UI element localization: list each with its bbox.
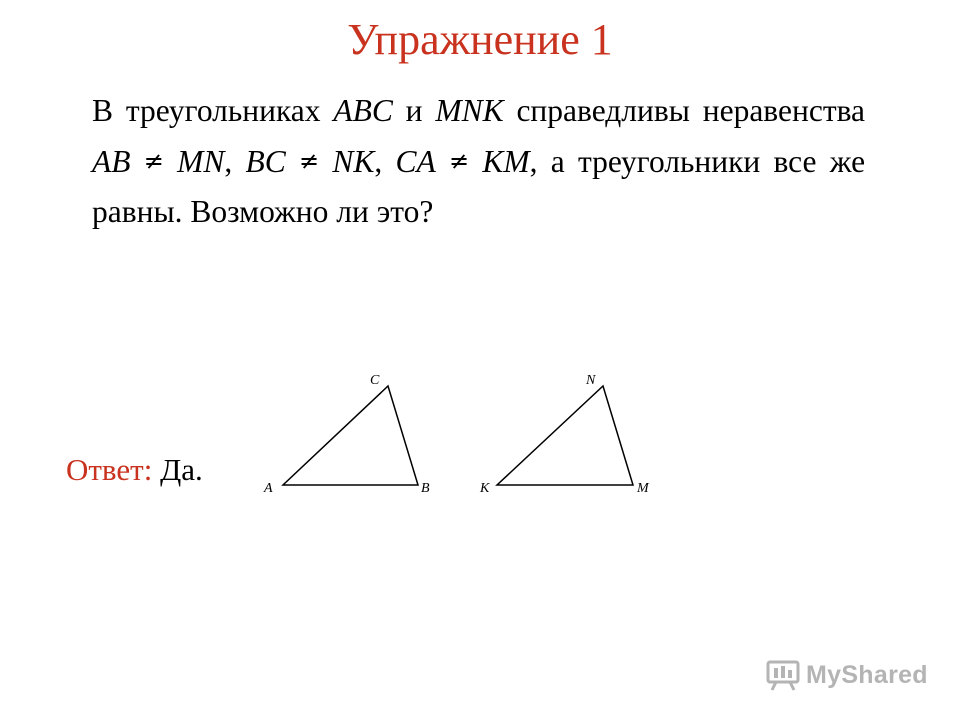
presentation-icon xyxy=(766,658,800,692)
slide-title: Упражнение 1 xyxy=(347,15,613,64)
vertex-label-m: M xyxy=(637,481,649,496)
problem-text-part: В треугольниках xyxy=(92,93,334,128)
answer-label: Ответ: xyxy=(66,452,153,487)
vertex-label-b: B xyxy=(421,481,430,496)
vertex-label-k: K xyxy=(480,481,490,496)
not-equal-sign: ≠ xyxy=(143,147,164,175)
segment-nk: NK xyxy=(332,144,375,179)
problem-text-part: и xyxy=(392,93,436,128)
vertex-label-n: N xyxy=(586,373,596,388)
segment-km: KM xyxy=(482,144,530,179)
mysharedlogo xyxy=(766,657,928,693)
not-equal-sign: ≠ xyxy=(298,147,320,175)
not-equal-sign: ≠ xyxy=(449,147,470,175)
vertex-label-a: A xyxy=(264,481,273,496)
segment-ab: AB xyxy=(92,144,131,179)
problem-text-part: справедливы неравенства xyxy=(503,93,866,128)
vertex-label-c: C xyxy=(370,373,380,388)
segment-ca: CA xyxy=(395,144,436,179)
problem-text-part: , xyxy=(224,144,246,179)
triangle-kmn xyxy=(497,386,633,485)
answer-value: Да. xyxy=(152,452,203,487)
triangle-abc-name: ABC xyxy=(333,93,393,128)
problem-text-part: , xyxy=(374,144,396,179)
triangle-abc xyxy=(283,386,418,485)
triangle-mnk-name: MNK xyxy=(435,93,504,128)
segment-mn: MN xyxy=(177,144,225,179)
watermark-text: MyShared xyxy=(806,660,928,689)
segment-bc: BC xyxy=(245,144,286,179)
problem-text-part: , а треугольники все же равны. Возможно ли это? xyxy=(92,144,866,229)
